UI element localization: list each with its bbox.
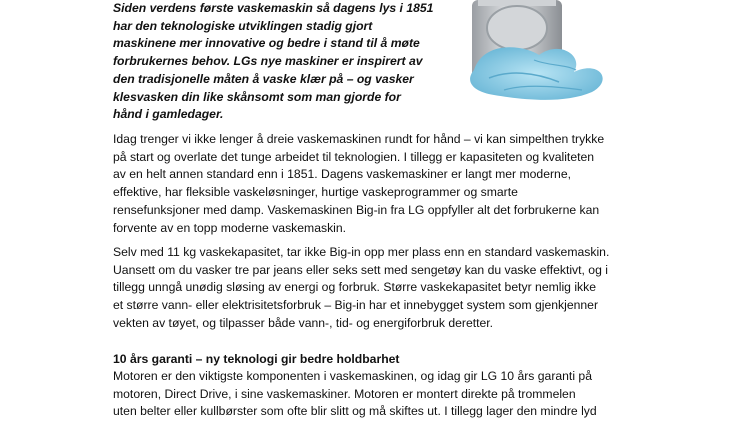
text-line: Selv med 11 kg vaskekapasitet, tar ikke Big-in opp mer plass enn en standard vaskemaskin. [113, 245, 610, 259]
text-line: Uansett om du vasker tre par jeans eller seks sett med sengetøy kan du vaske effektivt, og i [113, 262, 608, 277]
washing-machine-illustration [464, 0, 664, 100]
text-line: vekten av tøyet, og tilpasser både vann-, tid- og energiforbruk deretter. [113, 315, 494, 330]
intro-line: klesvasken din like skånsomt som man gjorde for [113, 89, 401, 104]
intro-line: den tradisjonelle måten å vaske klær på – og vasker [113, 71, 414, 86]
intro-line: hånd i gamledager. [113, 107, 224, 122]
text-line: på start og overlate det tunge arbeidet til teknologien. I tillegg er kapasiteten og kvaliteten [113, 149, 595, 164]
text-line: et større vann- eller elektrisitetsforbruk – Big-in har et innebygget system som gjenkjenner [113, 298, 599, 313]
intro-line: forbrukernes behov. LGs nye maskiner er inspirert av [113, 54, 423, 69]
blue-towel [470, 47, 603, 100]
text-line: effektive, har fleksible vaskeløsninger, hurtige vaskeprogrammer og smarte [113, 185, 518, 200]
intro-paragraph [113, 0, 463, 124]
section-heading: 10 års garanti – ny teknologi gir bedre holdbarhet [113, 352, 400, 366]
text-line: Motoren er den viktigste komponenten i vaskemaskinen, og idag gir LG 10 års garanti på [113, 369, 592, 383]
paragraph-3 [113, 368, 653, 421]
text-line: rensefunksjoner med damp. Vaskemaskinen Big-in fra LG oppfyller alt det forbrukerne kan [113, 202, 600, 217]
text-line: uten belter eller kullbørster som ofte blir slitt og må skiftes ut. I tillegg lager den mindre lyd [113, 404, 597, 419]
text-line: forvente av en topp moderne vaskemaskin. [113, 220, 347, 235]
washing-machine-photo [464, 0, 664, 100]
intro-line: har den teknologiske utviklingen stadig gjort [113, 18, 373, 33]
text-line: motoren, Direct Drive, i sine vaskemaskiner. Motoren er montert direkte på trommelen [113, 386, 576, 401]
paragraph-1 [113, 131, 653, 237]
intro-line: Siden verdens første vaskemaskin så dagens lys i 1851 [113, 1, 434, 15]
paragraph-2 [113, 244, 653, 333]
text-line: tillegg unngå unødig sløsing av energi og forbruk. Større vaskekapasitet betyr nemlig ikke [113, 280, 597, 295]
text-line: av en helt annen standard enn i 1851. Dagens vaskemaskiner er langt mer moderne, [113, 167, 571, 182]
text-line: Idag trenger vi ikke lenger å dreie vaskemaskinen rundt for hånd – vi kan simpelthen trykke [113, 132, 605, 146]
intro-line: maskinene mer innovative og bedre i stand til å møte [113, 36, 420, 51]
